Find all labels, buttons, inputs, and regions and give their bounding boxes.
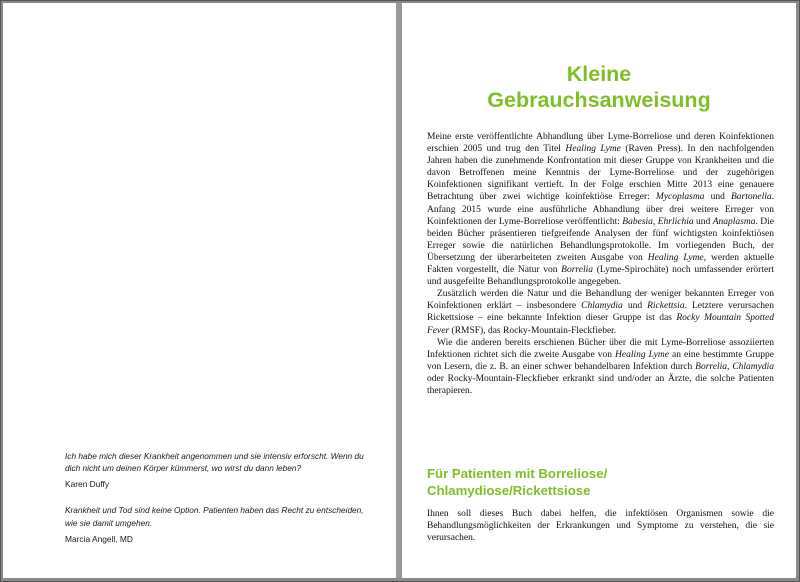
paragraph: Ihnen soll dieses Buch dabei helfen, die infektiösen Organismen sowie die Behandlungsmöglichkeiten der Erkrankungen und Symptome zu verstehen, die sie verursachen. <box>427 509 774 544</box>
right-page <box>402 3 796 578</box>
epigraph <box>65 450 365 545</box>
quote-author: Marcia Angell, MD <box>65 533 133 544</box>
paragraph: Meine erste veröffentlichte Abhandlung über Lyme-Borreliose und deren Koinfektionen erschien 2005 und trug den Titel Healing Lyme (Raven Press). In den nachfolgenden Jahren haben die zunehmende Konfrontation mit dieser Gruppe von Krankheiten und die davon Betroffenen meine Kenntnis der Lyme-Borreliose und der zugehörigen Koinfektionen signifikant vertieft. In der Folge erschien Mitte 2013 eine genauere Betrachtung über zwei wichtige koinfektiöse Erreger: Mycoplasma und Bartonella. Anfang 2015 wurde eine ausführliche Abhandlung über drei weitere Erreger von Koinfektionen der Lyme-Borreliose veröffentlicht: Babesia, Ehrlichia und Anaplasma. Die beiden Bücher präsentieren tiefgreifende Analysen der fünf wichtigsten koinfektiösen Erreger sowie die natürlichen Behandlungsprotokolle. Im vorliegenden Buch, der Übersetzung der überarbeiteten zweiten Ausgabe von Healing Lyme, werden aktuelle Fakten vorgestellt, die Natur von Borrelia (Lyme-Spirochäte) noch umfassender erörtert und ausgefeilte Behandlungsprotokolle angegeben. <box>427 132 775 288</box>
body-text <box>427 131 774 397</box>
quote-text: Krankheit und Tod sind keine Option. Patienten haben das Recht zu entscheiden, wie sie damit umgehen. <box>65 505 364 528</box>
section-body <box>427 508 774 544</box>
chapter-title <box>402 61 796 113</box>
quote-author: Karen Duffy <box>65 479 110 490</box>
section-heading-line: Chlamydiose/Rickettsiose <box>427 482 591 498</box>
section-heading <box>427 466 774 499</box>
section-heading-line: Für Patienten mit Borreliose/ <box>427 466 608 481</box>
chapter-title-line: Gebrauchsanweisung <box>487 88 711 112</box>
left-page <box>3 3 396 578</box>
quote-text: Ich habe mich dieser Krankheit angenommen und sie intensiv erforscht. Wenn du dich nicht um deinen Körper kümmerst, wo wirst du dann leben? <box>65 451 364 474</box>
paragraph: Wie die anderen bereits erschienen Bücher über die mit Lyme-Borreliose assoziierten Infektionen richtet sich die zweite Ausgabe von Healing Lyme an eine bestimmte Gruppe von Lesern, die z. B. an einer schwer behandelbaren Infektion durch Borrelia, Chlamydia oder Rocky-Mountain-Fleckfieber erkrankt sind und/oder an Ärzte, die solche Patienten therapieren. <box>427 337 775 396</box>
chapter-title-line: Kleine <box>566 62 632 86</box>
paragraph: Zusätzlich werden die Natur und die Behandlung der weniger bekannten Erreger von Koinfektionen erklärt – insbesondere Chlamydia und Rickettsia. Letztere verursachen Rickettsiose – eine bekannte Infektion dieser Gruppe ist das Rocky Mountain Spotted Fever (RMSF), das Rocky-Mountain-Fleckfieber. <box>427 289 775 336</box>
